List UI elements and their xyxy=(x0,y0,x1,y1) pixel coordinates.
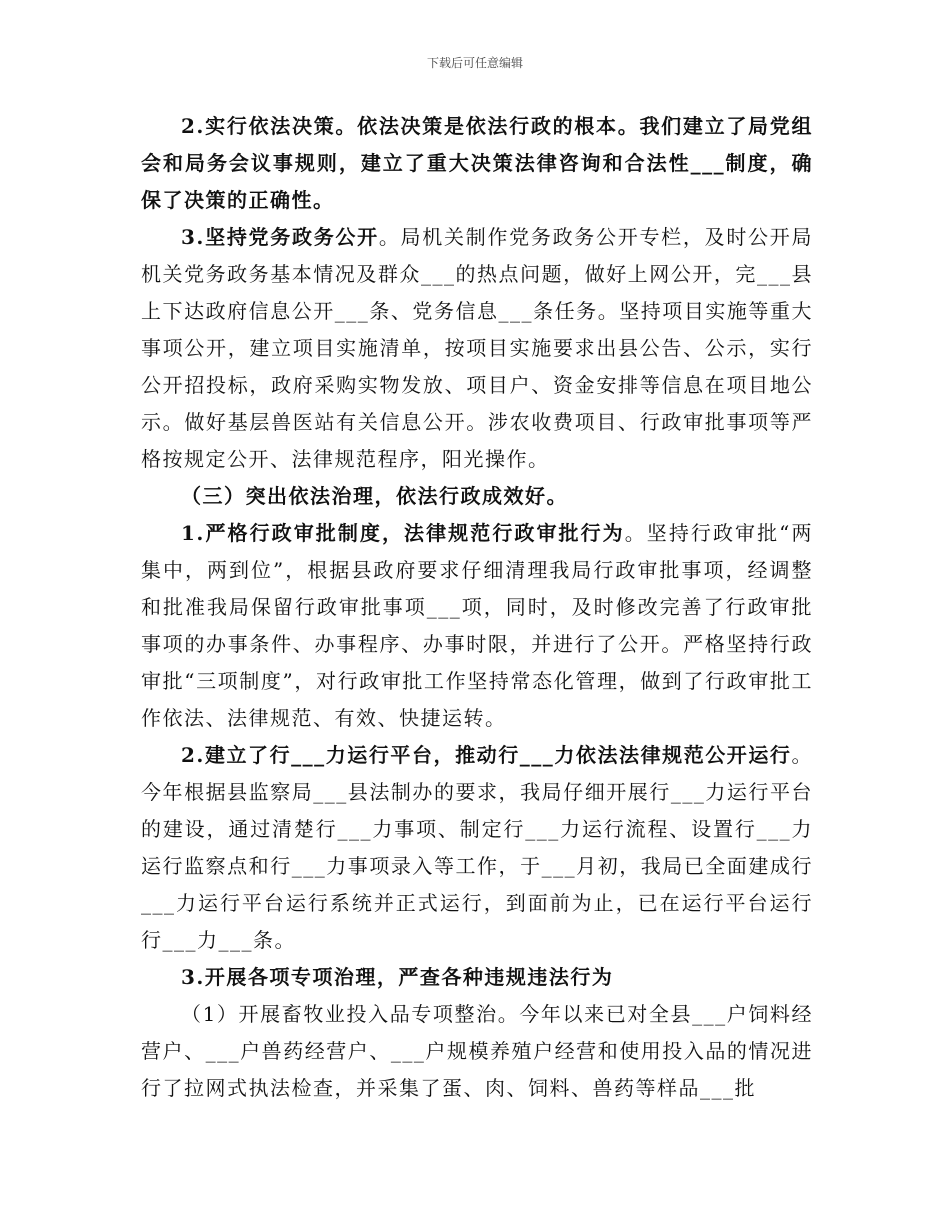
document-body xyxy=(141,108,813,1107)
page-header: 下载后可任意编辑 xyxy=(426,56,523,70)
paragraph-livestock-text: （1）开展畜牧业投入品专项整治。今年以来已对全县___户饲料经营户、___户兽药经营户、___户规模养殖户经营和使用投入品的情况进行了拉网式执法检查，并采集了蛋、肉、饲料、兽药等样品___批 xyxy=(141,1002,813,1100)
paragraph-approval-heading: 1.严格行政审批制度，法律规范行政审批行为 xyxy=(181,521,625,545)
paragraph-special-governance-heading: 3.开展各项专项治理，严查各种违规违法行为 xyxy=(181,965,614,989)
paragraph-disclosure-heading: 3.坚持党务政务公开 xyxy=(181,225,379,249)
paragraph-platform-text: 。今年根据县监察局___县法制办的要求，我局仔细开展行___力运行平台的建设，通过清楚行___力事项、制定行___力运行流程、设置行___力运行监察点和行___力事项录入等工作，于___月初，我局已全面建成行___力运行平台运行系统并正式运行，到面前为止，已在运行平台运行行___力___条。 xyxy=(141,743,813,952)
paragraph-disclosure-text: 。局机关制作党务政务公开专栏，及时公开局机关党务政务基本情况及群众___的热点问题，做好上网公开，完___县上下达政府信息公开___条、党务信息___条任务。坚持项目实施等重大事项公开，建立项目实施清单，按项目实施要求出县公告、公示，实行公开招投标，政府采购实物发放、项目户、资金安排等信息在项目地公示。做好基层兽医站有关信息公开。涉农收费项目、行政审批事项等严格按规定公开、法律规范程序，阳光操作。 xyxy=(141,225,813,471)
paragraph-decision xyxy=(141,108,813,219)
paragraph-platform xyxy=(141,737,813,959)
section-heading xyxy=(141,478,813,515)
section-heading-text: （三）突出依法治理，依法行政成效好。 xyxy=(181,484,568,508)
paragraph-decision-text: 2.实行依法决策。依法决策是依法行政的根本。我们建立了局党组会和局务会议事规则，建立了重大决策法律咨询和合法性___制度，确保了决策的正确性。 xyxy=(141,114,813,212)
paragraph-disclosure xyxy=(141,219,813,478)
paragraph-livestock xyxy=(141,996,813,1107)
paragraph-approval-text: 。坚持行政审批“两集中，两到位”，根据县政府要求仔细清理我局行政审批事项，经调整和批准我局保留行政审批事项___项，同时，及时修改完善了行政审批事项的办事条件、办事程序、办事时限，并进行了公开。严格坚持行政审批“三项制度”，对行政审批工作坚持常态化管理，做到了行政审批工作依法、法律规范、有效、快捷运转。 xyxy=(141,521,813,730)
paragraph-approval xyxy=(141,515,813,737)
paragraph-platform-heading: 2.建立了行___力运行平台，推动行___力依法法律规范公开运行 xyxy=(181,743,792,767)
paragraph-special-governance xyxy=(141,959,813,996)
